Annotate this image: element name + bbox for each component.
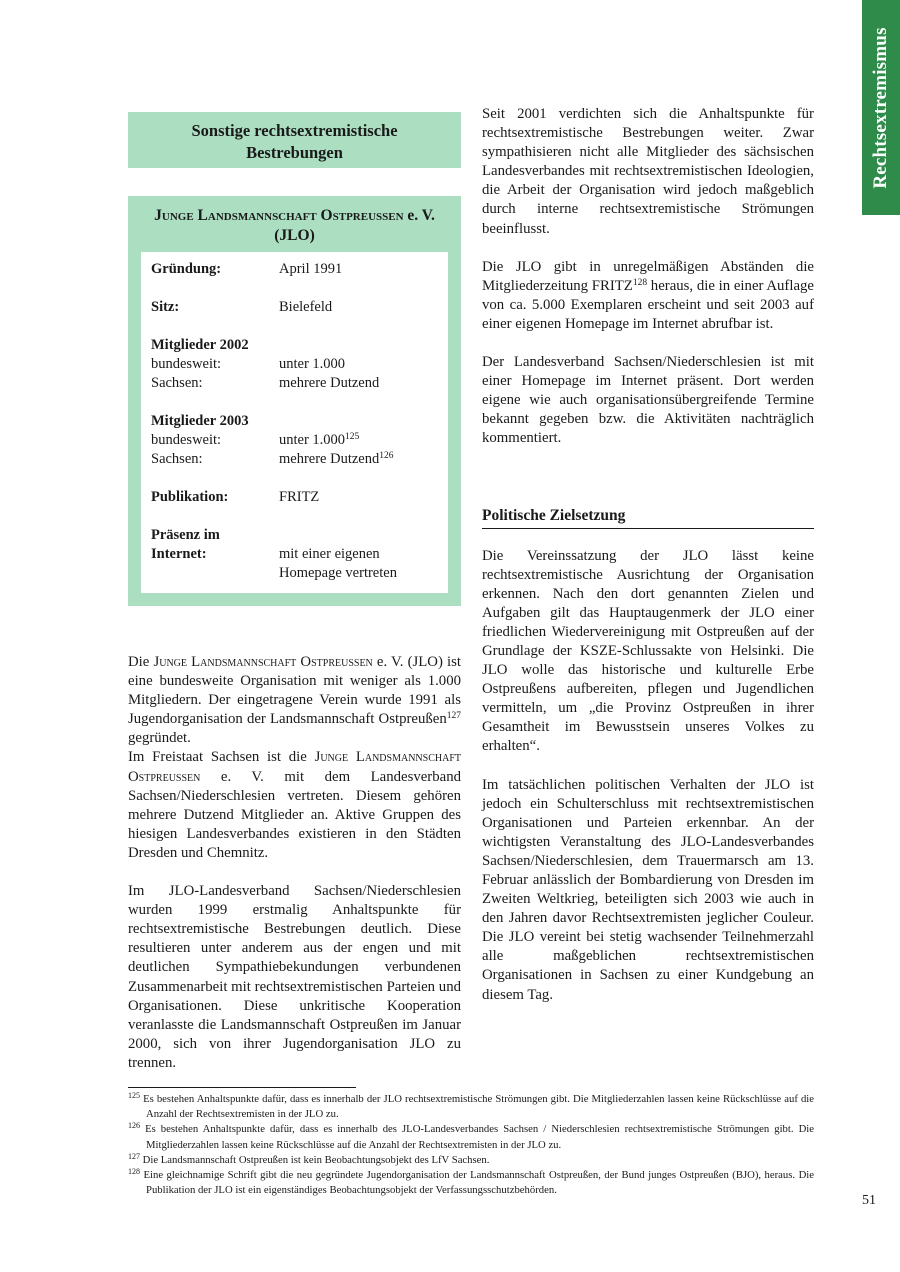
right-paragraph-4: Die Vereinssatzung der JLO lässt keine rechtsextremistische Ausrichtung der Organisation erkennen. Nach den dort genannten Zielen und Aufgaben gilt das Hauptaugenmerk der JLO einer friedlichen Wiedervereinigung mit Ostpreußen auf der Grundlage der KSZE-Schlussakte von Helsinki. Die JLO wolle das historische und kulturelle Erbe Ostpreußens aufbereiten, pflegen und Jugendlichen vermitteln, um „die Provinz Ostpreußen in ihrer Gesamtheit im Bewusstsein unseres Volkes zu erhalten“. (482, 547, 814, 755)
left-paragraph-1: Die Junge Landsmannschaft Ostpreußen e. V. (JLO) ist eine bundesweite Organisation mit weniger als 1.000 Mitgliedern. Der eingetragene Verein wurde 1991 als Jugendorganisation der Landsmannschaft Ostpreußen$^{127}$ gegründet. (128, 654, 462, 747)
section-heading: Politische Zielsetzung (482, 507, 814, 529)
banner-line-1: Sonstige rechtsextremistische (191, 121, 398, 140)
fact-value: FRITZ (279, 489, 320, 505)
section-tab (862, 0, 900, 215)
org-title-abbr: (JLO) (274, 227, 315, 244)
right-paragraph-5: Im tatsächlichen politischen Verhalten der JLO ist jedoch ein Schulterschluss mit rechtsextremistischen Organisationen und Parteien erkennbar. An der wichtigsten Veranstaltung des JLO-Landesverbandes Sachsen/Niederschlesien, dem Trauermarsch am 13. Februar anlässlich der Bombardierung von Dresden im Zweiten Weltkrieg, beteiligten sich 2003 wie auch in den Jahren davor Rechtsextremisten jeglicher Couleur. Die JLO vereint bei stetig wachsender Teilnehmerzahl alle maßgeblichen rechtsextremistischen Organisationen in Sachsen zu einer Kundgebung an diesem Tag. (482, 776, 814, 1003)
fact-label: Gründung: (151, 261, 222, 277)
footnote-separator (128, 1087, 356, 1088)
footnote-ref[interactable]: 127 (446, 711, 461, 722)
members-2003-heading: Mitglieder 2003 (151, 413, 249, 429)
fact-publikation (151, 488, 438, 507)
org-box-title (141, 206, 448, 246)
fact-value: Bielefeld (279, 299, 333, 315)
page-number: 51 (862, 1193, 876, 1208)
fact-label: Publikation: (151, 489, 229, 505)
fact-members-2003-saxony (151, 450, 438, 469)
footnote-item: $^{125}$ Es bestehen Anhaltspunkte dafür, dass es innerhalb der JLO rechtsextremistische Strömungen gibt. Die Mitgliederzahlen lassen keine Rückschlüsse auf die Anzahl der Rechtsextremisten in der JLO zu. (128, 1091, 815, 1121)
right-column (482, 105, 814, 1005)
fact-value: mehrere Dutzend$^{126}$ (279, 451, 394, 467)
fact-value: unter 1.000 (279, 356, 346, 372)
fact-value: mit einer eigenen Homepage vertreten (279, 546, 397, 581)
footnote-item: $^{127}$ Die Landsmannschaft Ostpreußen ist kein Beobachtungsobjekt des LfV Sachsen. (128, 1151, 490, 1166)
fact-gruendung (151, 260, 438, 279)
fact-label: Präsenz im Internet: (151, 527, 220, 562)
left-column (128, 112, 461, 1073)
footnote-item: $^{128}$ Eine gleichnamige Schrift gibt die neu gegründete Jugendorganisation der Landsmannschaft Ostpreußen, der Bund junges Ostpreußen (BJO), heraus. Die Publikation der JLO ist ein eigenständiges Beobachtungsobjekt der Verfassungsschutzbehörden. (128, 1167, 815, 1197)
left-paragraph-2: Im Freistaat Sachsen ist die Junge Landsmannschaft Ostpreußen e. V. mit dem Landesverband Sachsen/Niederschlesien vertreten. Diesem gehören mehrere Dutzend Mitglieder an. Aktive Gruppen des hiesigen Landesverbandes existieren in den Städten Dresden und Chemnitz. (128, 749, 461, 861)
footnote-ref[interactable]: 126 (379, 451, 394, 461)
fact-value: April 1991 (279, 261, 343, 277)
fact-label: Sachsen: (151, 451, 203, 467)
fact-praesenz (151, 526, 438, 583)
members-2002-heading: Mitglieder 2002 (151, 337, 249, 353)
fact-members-2003-federal (151, 431, 438, 450)
banner-line-2: Bestrebungen (246, 143, 343, 162)
fact-sitz (151, 298, 438, 317)
org-facts (141, 252, 448, 593)
section-banner (128, 112, 461, 168)
fact-members-2002-federal (151, 355, 438, 374)
organization-info-box (128, 196, 461, 606)
fact-members-2002-saxony (151, 374, 438, 393)
right-paragraph-3: Der Landesverband Sachsen/Niederschlesien ist mit einer Homepage im Internet präsent. Dort werden eigene wie auch organisationsübergreifende Termine bekannt gegeben bzw. die Aktivitäten nachträglich kommentiert. (482, 354, 814, 447)
right-paragraph-1: Seit 2001 verdichten sich die Anhaltspunkte für rechtsextremistische Bestrebungen weiter. Zwar sympathisieren nicht alle Mitglieder des sächsischen Landesverbandes mit rechtsextremistischen Ideologien, die Arbeit der Organisation wird jedoch maßgeblich durch interne rechtsextremistische Strömungen beeinflusst. (482, 106, 814, 237)
fact-label: Sitz: (151, 299, 180, 315)
right-paragraph-2: Die JLO gibt in unregelmäßigen Abständen die Mitgliederzeitung FRITZ$^{128}$ heraus, die in einer Auflage von ca. 5.000 Exemplaren erscheint und seit 2003 auf einer eigenen Homepage im Internet abrufbar ist. (482, 258, 814, 332)
left-paragraph-3: Im JLO-Landesverband Sachsen/Niederschlesien wurden 1999 erstmalig Anhaltspunkte für rechtsextremistische Bestrebungen deutlich. Diese resultieren unter anderem aus der engen und mit deutlichen Sympathiebekundungen verbundenen Zusammenarbeit mit rechtsextremistischen Parteien und Organisationen. Diese unkritische Kooperation veranlasste die Landsmannschaft Ostpreußen im Januar 2000, sich von ihrer Jugendorganisation JLO zu trennen. (128, 883, 461, 1071)
footnotes (128, 1087, 814, 1198)
fact-label: Sachsen: (151, 375, 203, 391)
org-title-suffix: e. V. (403, 207, 435, 224)
org-title-name: Junge Landsmannschaft Ostpreußen (154, 207, 404, 224)
fact-value: mehrere Dutzend (279, 375, 380, 391)
footnote-ref[interactable]: 125 (345, 432, 360, 442)
section-tab-label: Rechtsextremismus (870, 27, 891, 189)
footnote-ref[interactable]: 128 (632, 277, 648, 288)
fact-label: bundesweit: (151, 356, 222, 372)
fact-value: unter 1.000$^{125}$ (279, 432, 360, 448)
footnote-item: $^{126}$ Es bestehen Anhaltspunkte dafür, dass es innerhalb des JLO-Landesverbandes Sachsen / Niederschlesien rechtsextremistische Strömungen gibt. Die Mitgliederzahlen lassen keine Rückschlüsse auf die Anzahl der Rechtsextremisten in der JLO zu. (128, 1121, 815, 1151)
fact-label: bundesweit: (151, 432, 222, 448)
